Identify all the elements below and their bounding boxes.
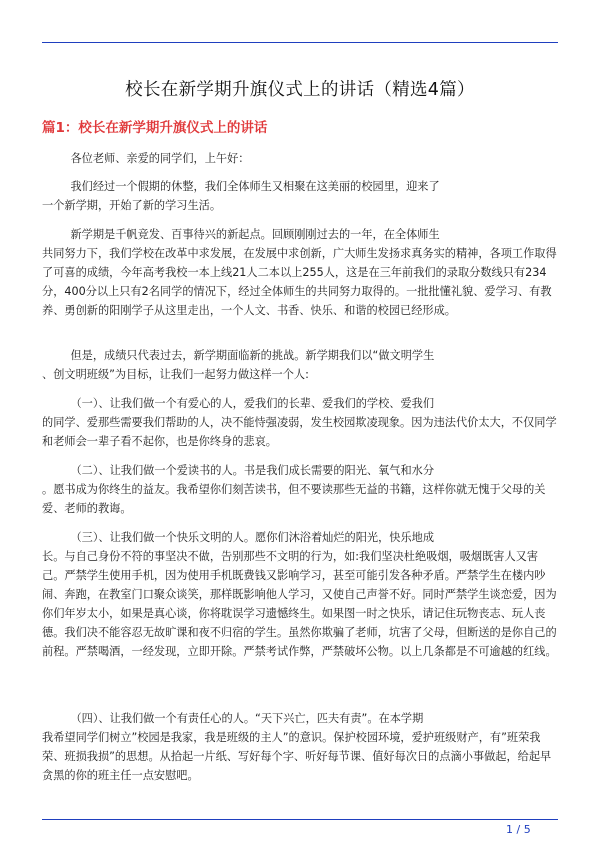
- paragraph: （一）、让我们做一个有爱心的人，爱我们的长辈、爱我们的学校、爱我们 的同学、爱那些需要我们帮助的人，决不能恃强凌弱，发生校园欺凌现象。因为违法代价太大，不仅同学和老师会一辈子看不起你，也是你终身的悲哀。: [42, 397, 557, 448]
- paragraph: （二）、让我们做一个爱读书的人。书是我们成长需要的阳光、氧气和水分 。愿书成为你终生的益友。我希望你们刻苦读书，但不要读那些无益的书籍，这样你就无愧于父母的关爱、老师的教诲。: [42, 464, 546, 515]
- paragraph: 但是，成绩只代表过去，新学期面临新的挑战。新学期我们以“做文明学生 、创文明班级”为目标，让我们一起努力做这样一个人:: [42, 349, 435, 381]
- page-indicator: 1 / 5: [506, 823, 531, 836]
- paragraph: 我们经过一个假期的休整，我们全体师生又相聚在这美丽的校园里，迎来了 一个新学期，开始了新的学习生活。: [42, 180, 440, 212]
- section-heading: 篇1：校长在新学期升旗仪式上的讲话: [42, 120, 268, 136]
- paragraph: 新学期是千帆竞发、百事待兴的新起点。回顾刚刚过去的一年，在全体师生 共同努力下，我们学校在改革中求发展，在发展中求创新，广大师生发扬求真务实的精神，各项工作取得了可喜的成绩，今年高考我校一本上线21人二本以上255人，这是在三年前我们的录取分数线只有234分，400分以上只有2名同学的情况下，经过全体师生的共同努力取得的。一批批懂礼貌、爱学习、有教养、勇创新的阳刚学子从这里走出，一个人文、书香、快乐、和谐的校园已经形成。: [42, 228, 557, 317]
- paragraph: （四）、让我们做一个有责任心的人。“天下兴亡，匹夫有责”。在本学期 我希望同学们树立”校园是我家，我是班级的主人”的意识。保护校园环境，爱护班级财产，有”班荣我荣、班损我损”的思想。从拾起一片纸、写好每个字、听好每节课、值好每次日的点滴小事做起，给起早贪黑的你的班主任一点安慰吧。: [42, 712, 552, 782]
- paragraph: （三）、让我们做一个快乐文明的人。愿你们沐浴着灿烂的阳光，快乐地成 长。与自己身份不符的事坚决不做，告别那些不文明的行为，如:我们坚决杜绝吸烟，吸烟既害人又害己。严禁学生使用手机，因为使用手机既费钱又影响学习，甚至可能引发各种矛盾。严禁学生在楼内吵闹、奔跑，在教室门口聚众谈笑，那样既影响他人学习，又使自己声誉不好。同时严禁学生谈恋爱，因为你们年岁太小，如果是真心谈，你将耽误学习遗憾终生。如果图一时之快乐，请记住玩物丧志、玩人丧德。我们决不能容忍无故旷课和夜不归宿的学生。虽然你欺骗了老师，坑害了父母，但断送的是你自己的前程。严禁喝酒，一经发现，立即开除。严禁考试作弊，严禁破坏公物。以上几条都是不可逾越的红线。: [42, 531, 557, 658]
- footer-rule: [42, 819, 558, 820]
- header-rule: [42, 42, 558, 43]
- document-title: 校长在新学期升旗仪式上的讲话（精选4篇）: [125, 80, 475, 100]
- paragraph: 各位老师、亲爱的同学们，上午好：: [42, 152, 250, 165]
